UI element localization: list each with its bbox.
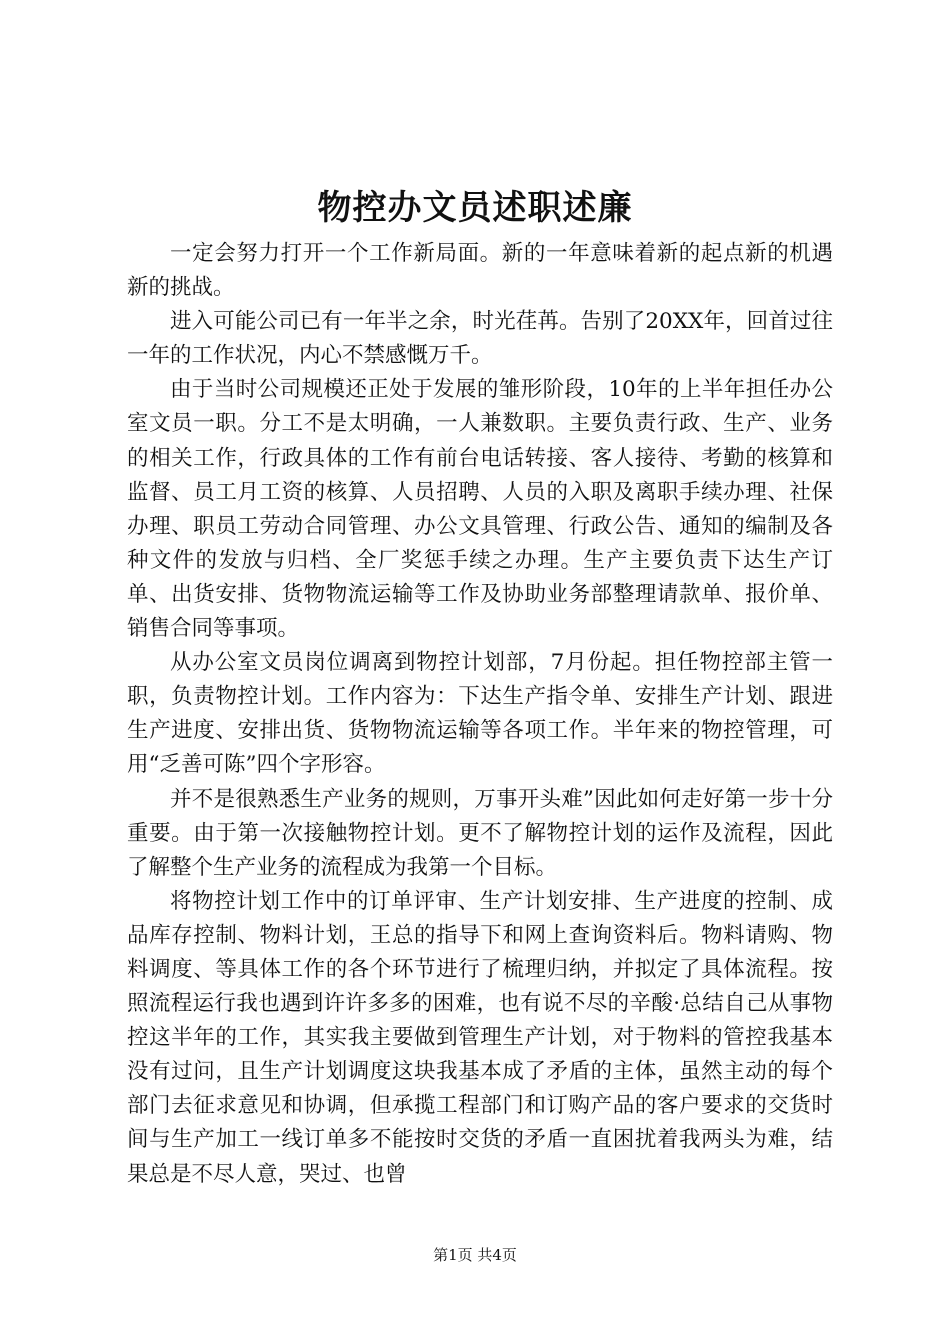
document-body (127, 237, 833, 1192)
paragraph-4: 从办公室文员岗位调离到物控计划部，7月份起。担任物控部主管一职，负责物控计划。工作内容为：下达生产指令单、安排生产计划、跟进生产进度、安排出货、货物物流运输等各项工作。半年来的物控管理，可用“乏善可陈”四个字形容。 (127, 650, 833, 778)
paragraph-1: 一定会努力打开一个工作新局面。新的一年意味着新的起点新的机遇新的挑战。 (127, 241, 833, 301)
paragraph-3: 由于当时公司规模还正处于发展的雏形阶段，10年的上半年担任办公室文员一职。分工不是太明确，一人兼数职。主要负责行政、生产、业务的相关工作，行政具体的工作有前台电话转接、客人接待、考勤的核算和监督、员工月工资的核算、人员招聘、人员的入职及离职手续办理、社保办理、职员工劳动合同管理、办公文具管理、行政公告、通知的编制及各种文件的发放与归档、全厂奖惩手续之办理。生产主要负责下达生产订单、出货安排、货物物流运输等工作及协助业务部整理请款单、报价单、销售合同等事项。 (127, 377, 833, 642)
document-title: 物控办文员述职述廉 (317, 188, 633, 228)
paragraph-2: 进入可能公司已有一年半之余，时光荏苒。告别了20XX年，回首过往一年的工作状况，内心不禁感慨万千。 (127, 309, 833, 369)
paragraph-5: 并不是很熟悉生产业务的规则，万事开头难”因此如何走好第一步十分重要。由于第一次接触物控计划。更不了解物控计划的运作及流程，因此了解整个生产业务的流程成为我第一个目标。 (127, 786, 833, 880)
paragraph-6: 将物控计划工作中的订单评审、生产计划安排、生产进度的控制、成品库存控制、物料计划，王总的指导下和网上查询资料后。物料请购、物料调度、等具体工作的各个环节进行了梳理归纳，并拟定了具体流程。按照流程运行我也遇到许许多多的困难，也有说不尽的辛酸·总结自己从事物控这半年的工作，其实我主要做到管理生产计划，对于物料的管控我基本没有过问，且生产计划调度这块我基本成了矛盾的主体，虽然主动的每个部门去征求意见和协调，但承揽工程部门和订购产品的客户要求的交货时间与生产加工一线订单多不能按时交货的矛盾一直困扰着我两头为难，结果总是不尽人意，哭过、也曾 (127, 888, 833, 1187)
page-number-footer: 第1页 共4页 (433, 1246, 517, 1264)
